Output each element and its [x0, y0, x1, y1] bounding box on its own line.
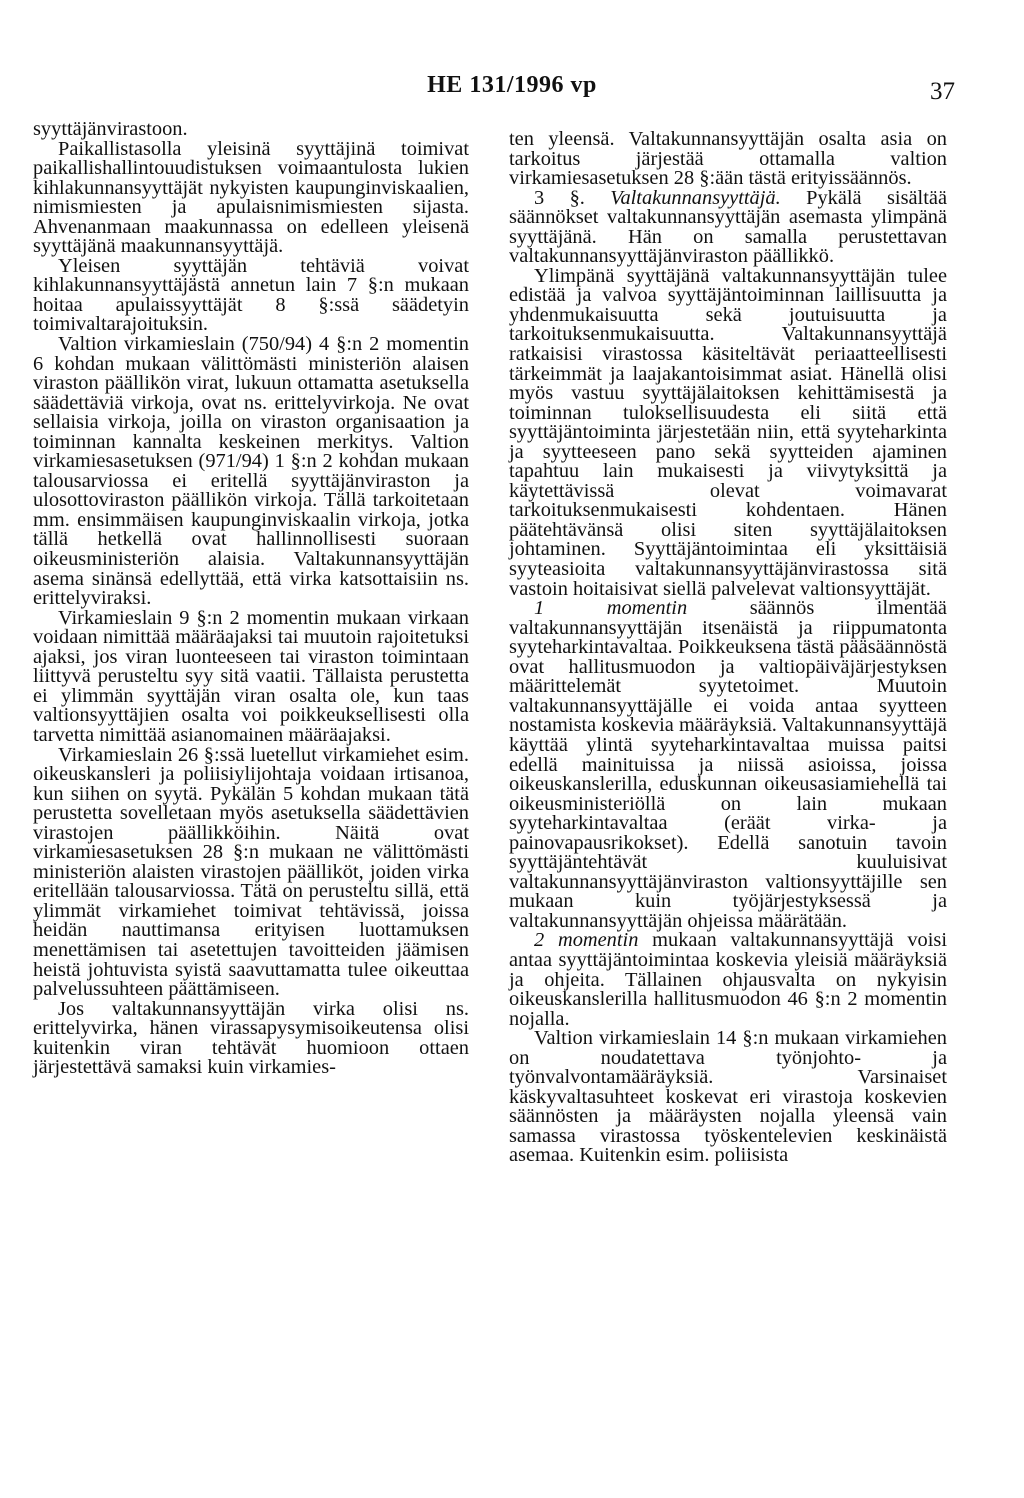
paragraph: Yleisen syyttäjän tehtäviä voivat kihlakunnansyyttäjästä annetun lain 7 §:n mukaan hoitaa apulaissyyttäjät 8 §:ssä säädetyin toimivaltarajoituksin.: [33, 254, 469, 336]
paragraph: Jos valtakunnansyyttäjän virka olisi ns. erittelyvirka, hänen virassapysymisoikeutensa olisi kuitenkin viran tehtävät huomioon ottaen järjestettävä samaksi kuin virkamies-: [33, 997, 469, 1079]
paragraph: ten yleensä. Valtakunnansyyttäjän osalta asia on tarkoitus järjestää ottamalla valtion virkamiesasetuksen 28 §:ään tästä erityissäännös.: [509, 128, 947, 190]
right-column: [509, 130, 947, 1166]
page-header-title: HE 131/1996 vp: [427, 72, 597, 98]
section-paragraph: [509, 186, 947, 268]
paragraph: Ylimpänä syyttäjänä valtakunnansyyttäjän tulee edistää ja valvoa syyttäjäntoiminnan laillisuutta ja yhdenmukaisuutta sekä joutuisuutta ja tarkoituksenmukaisuutta. Valtakunnansyyttäjä ratkaisisi virastossa käsiteltävät periaatteellisesti tärkeimmät ja laajakantoisimmat asiat. Hänellä olisi myös vastuu syyttäjälaitoksen kehittämisestä ja toiminnan tuloksellisuudesta eli siitä että syyttäjäntoiminta järjestetään niin, että syyteharkinta ja syytteeseen pano sekä syytteiden ajaminen tapahtuu lain mukaisesti ja viivytyksittä ja käytettävissä olevat voimavarat tarkoituksenmukaisesti kohdentaen. Hänen päätehtävänsä olisi siten syyttäjälaitoksen johtaminen. Syyttäjäntoimintaa eli yksittäisiä syyteasioita valtakunnansyyttäjänvirastossa sitä vastoin hoitaisivat siellä palvelevat valtionsyyttäjät.: [509, 264, 947, 600]
paragraph: syyttäjänvirastoon.: [33, 118, 188, 140]
paragraph: Valtion virkamieslain (750/94) 4 §:n 2 momentin 6 kohdan mukaan välittömästi ministeriön alaisen viraston päällikön virat, lukuun ottamatta asetuksella säädettäviä virkoja, ovat ns. erittelyvirkoja. Ne ovat sellaisia virkoja, joilla on viraston organisaation ja toiminnan kannalta keskeinen merkitys. Valtion virkamiesasetuksen (971/94) 1 §:n 2 kohdan mukaan talousarviossa ei eritellä syyttäjänviraston ja ulosottoviraston päällikön virkoja. Tällä tarkoitetaan mm. ensimmäisen kaupunginviskaalin virkoja, jotka tällä hetkellä ovat hallinnollisesti suoraan oikeusministeriön alaisia. Valtakunnansyyttäjän asema sinänsä edellyttää, että virka katsottaisiin ns. erittelyviraksi.: [33, 333, 469, 610]
momentti-reference: 1 momentin: [534, 597, 688, 620]
left-column: [33, 120, 469, 1078]
paragraph: [509, 599, 947, 931]
paragraph: Virkamieslain 26 §:ssä luetellut virkamiehet esim. oikeuskansleri ja poliisiylijohtaja voidaan irtisanoa, kun siihen on syytä. Pykälän 5 kohdan mukaan tätä perustetta sovelletaan myös asetuksella säädettävien virastojen päällikköihin. Näitä ovat virkamiesasetuksen 28 §:n mukaan ne välittömästi ministeriön alaisten virastojen päälliköt, joiden virka eritellään talousarviossa. Tätä on perusteltu sillä, että ylimmät virkamiehet toimivat tehtävissä, joissa heidän nauttimansa erityisen luottamuksen menettämisen tai asetettujen tavoitteiden jäämisen heistä johtuvista syistä saavuttamatta tulee oikeuttaa palvelussuhteen päättämiseen.: [33, 743, 469, 1001]
paragraph: Valtion virkamieslain 14 §:n mukaan virkamiehen on noudatettava työnjohto- ja työnvalvontamääräyksiä. Varsinaiset käskyvaltasuhteet koskevat eri virastoja koskevien säännösten ja määräysten nojalla yleensä vain samassa virastossa työskentelevien keskinäistä asemaa. Kuitenkin esim. poliisista: [509, 1027, 947, 1167]
paragraph-text: säännös ilmentää valtakunnansyyttäjän itsenäistä ja riippumatonta syyteharkintavaltaa. Poikkeuksena tästä pääsäännöstä ovat hallitusmuodon ja valtiopäiväjärjestyksen määrittelemät syytetoimet. Muutoin valtakunnansyyttäjälle ei voida antaa syytteen nostamista koskevia määräyksiä. Valtakunnansyyttäjä käyttää ylintä syyteharkintavaltaa muissa paitsi edellä mainituissa ja niissä asioissa, joissa oikeuskanslerilla, eduskunnan oikeusasiamiehellä tai oikeusministeriöllä on lain mukaan syyteharkintavaltaa (eräät virka- ja painovapausrikokset). Edellä sanotuin tavoin syyttäjäntehtävät kuuluisivat valtakunnansyyttäjänviraston valtionsyyttäjille sen mukaan kuin työjärjestyksessä ja valtakunnansyyttäjän ohjeissa määrätään.: [509, 597, 947, 932]
momentti-reference: 2 momentin: [534, 929, 639, 952]
paragraph: Virkamieslain 9 §:n 2 momentin mukaan virkaan voidaan nimittää määräajaksi tai muutoin rajoitetuksi ajaksi, jos viran luonteeseen tai viraston toimintaan liittyvä perusteltu syy sitä vaatii. Tällaista perustetta ei ylimmän syyttäjän viran osalta ole, kun taas valtionsyyttäjien osalta voi poikkeuksellisesti olla tarvetta nimittää asianomainen määräajaksi.: [33, 606, 469, 746]
section-heading: Valtakunnansyyttäjä.: [610, 186, 781, 209]
paragraph: Paikallistasolla yleisinä syyttäjinä toimivat paikallishallintouudistuksen voimaantulosta lukien kihlakunnansyyttäjät nykyisten kaupunginviskaalien, nimismiesten ja apulaisnimismiesten sijasta. Ahvenanmaan maakunnassa on edelleen yleisenä syyttäjänä maakunnansyyttäjä.: [33, 137, 469, 258]
section-text: Pykälä sisältää säännökset valtakunnansyyttäjän asemasta ylimpänä syyttäjänä. Hän on samalla perustettavan valtakunnansyyttäjänviraston päällikkö.: [509, 186, 947, 268]
section-number: 3 §.: [534, 186, 611, 209]
page-number: 37: [930, 78, 955, 105]
paragraph: [509, 931, 947, 1029]
paragraph-text: mukaan valtakunnansyyttäjä voisi antaa syyttäjäntoimintaa koskevia yleisiä määräyksiä ja ohjeita. Tällainen ohjausvalta on nykyisin oikeuskanslerilla hallitusmuodon 46 §:n 2 momentin nojalla.: [509, 929, 947, 1030]
